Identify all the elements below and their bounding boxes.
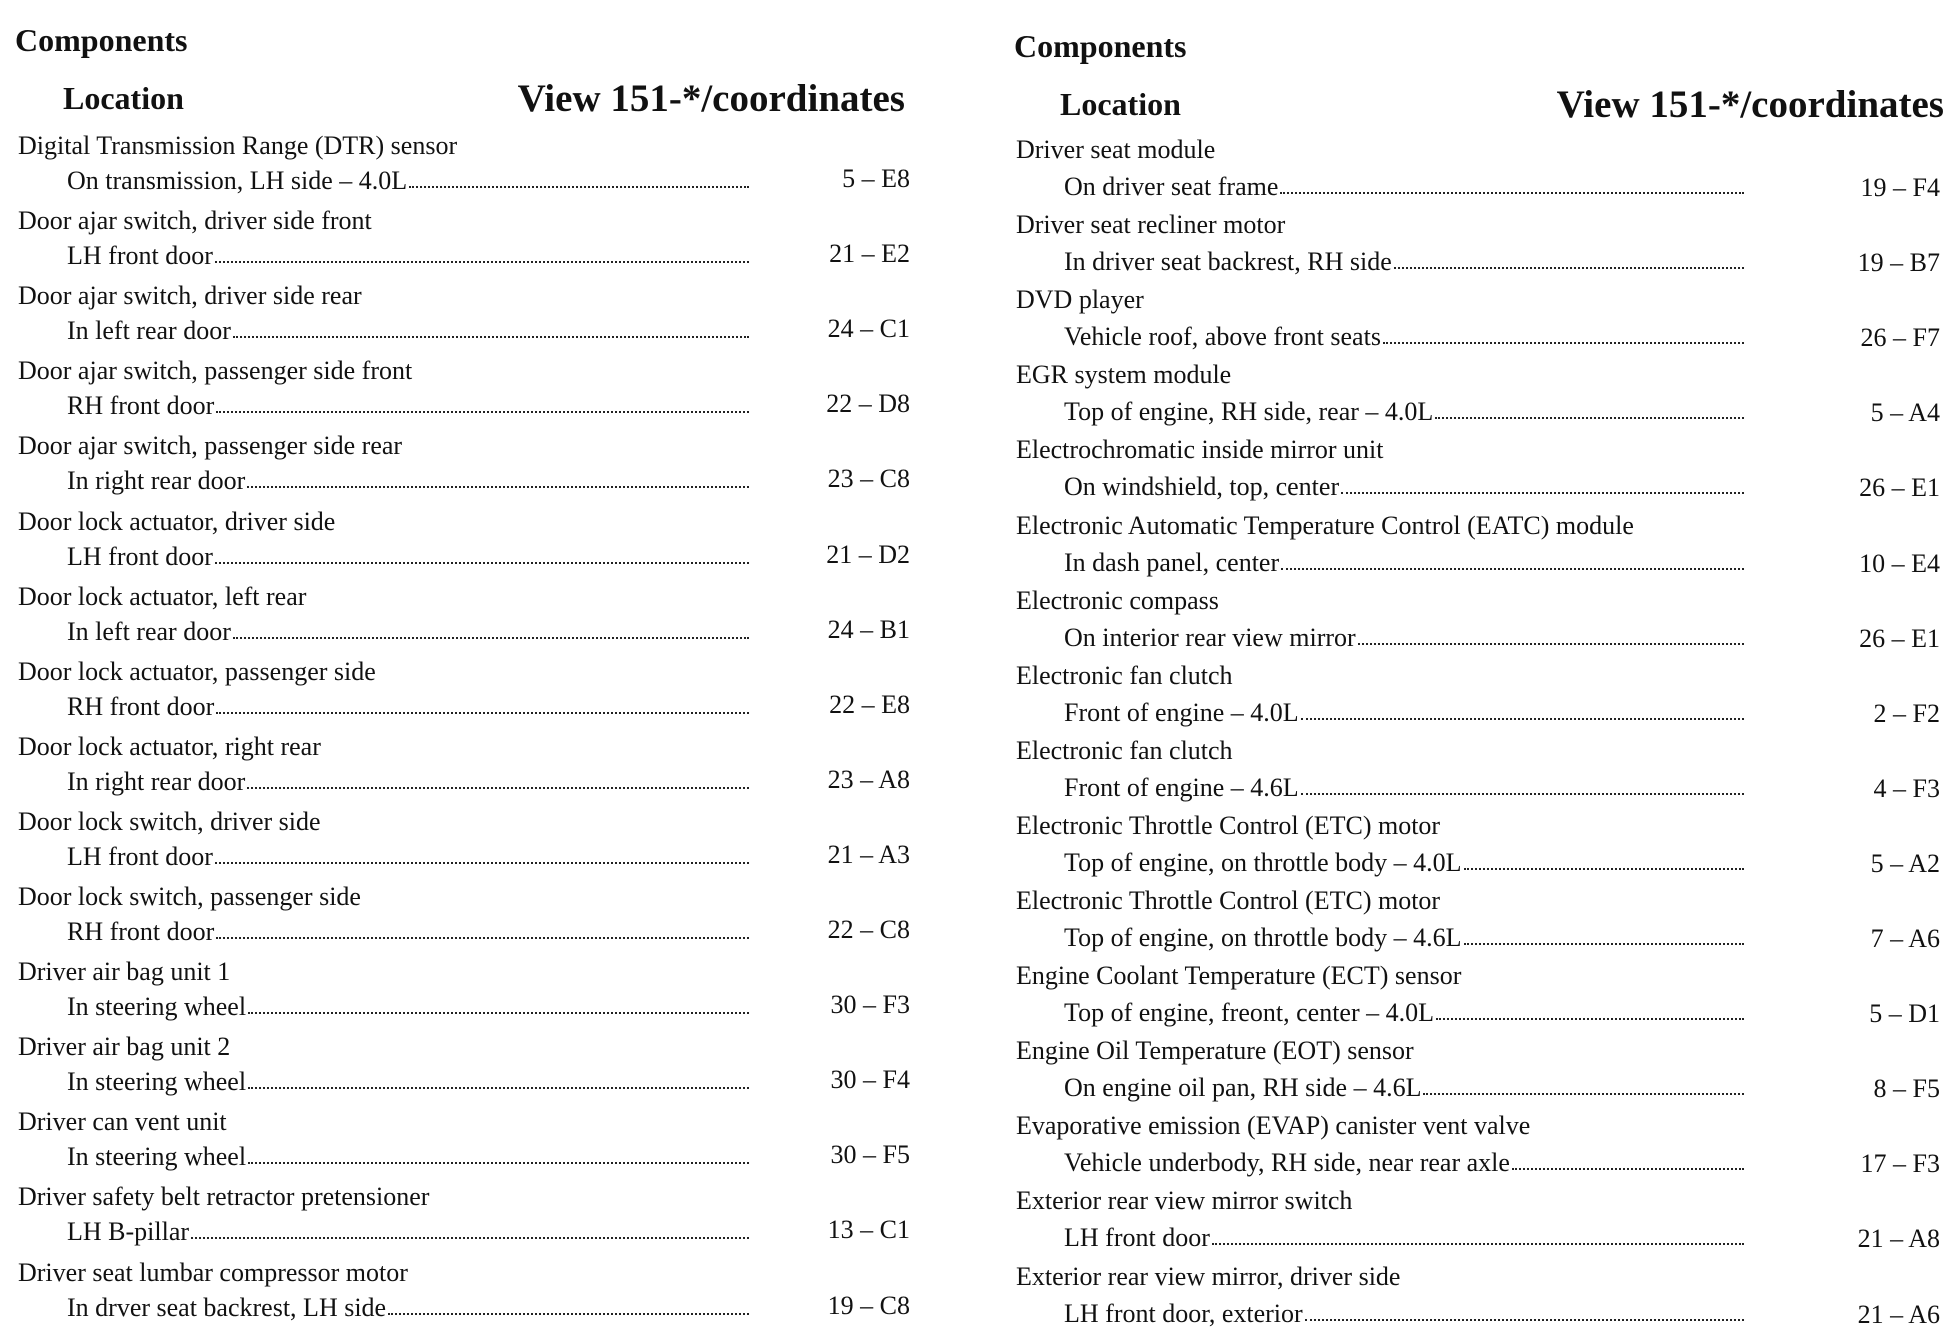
- location-line: [1064, 245, 1750, 277]
- view-coordinate: 4 – F3: [1873, 773, 1940, 803]
- location-line: [1064, 1221, 1750, 1253]
- component-location: Top of engine, on throttle body – 4.0L: [1064, 847, 1462, 877]
- component-entry: [1000, 1111, 1940, 1186]
- dot-leader: [233, 336, 749, 338]
- component-entry: [0, 1182, 930, 1257]
- dot-leader: [1435, 417, 1744, 419]
- dot-leader: [191, 1237, 749, 1239]
- component-entry: [1000, 810, 1940, 886]
- view-coordinate: 22 – D8: [826, 389, 910, 419]
- dot-leader: [409, 186, 749, 188]
- component-location: On windshield, top, center: [1064, 472, 1340, 502]
- view-coordinates-header: View 151-*/coordinates: [1556, 83, 1944, 126]
- component-name: Engine Coolant Temperature (ECT) sensor: [1016, 961, 1462, 991]
- dot-leader: [1423, 1093, 1744, 1095]
- view-coordinate: 21 – A8: [1857, 1224, 1940, 1254]
- dot-leader: [1436, 1018, 1744, 1020]
- component-location: In dash panel, center: [1064, 547, 1280, 577]
- component-name: Driver seat lumbar compressor motor: [18, 1257, 408, 1287]
- dot-leader: [1383, 342, 1744, 344]
- location-line: [67, 464, 755, 496]
- view-coordinate: 2 – F2: [1873, 698, 1940, 728]
- component-location: Vehicle underbody, RH side, near rear axle: [1064, 1148, 1510, 1178]
- location-line: [67, 1065, 755, 1097]
- component-name: Evaporative emission (EVAP) canister vent valve: [1016, 1111, 1531, 1141]
- view-coordinate: 10 – E4: [1859, 548, 1940, 578]
- location-header: Location: [1060, 86, 1181, 122]
- view-coordinate: 5 – E8: [842, 164, 910, 193]
- component-name: Driver can vent unit: [18, 1107, 227, 1137]
- location-line: [67, 915, 755, 947]
- component-name: Exterior rear view mirror switch: [1016, 1186, 1353, 1216]
- component-location: LH front door: [67, 241, 213, 271]
- component-name: Electronic fan clutch: [1016, 735, 1233, 765]
- location-line: [67, 540, 755, 572]
- component-entry: [0, 431, 930, 506]
- component-location: On driver seat frame: [1064, 172, 1279, 201]
- component-name: Electronic Throttle Control (ETC) motor: [1016, 810, 1441, 840]
- component-name: Door lock actuator, left rear: [18, 581, 307, 611]
- component-location: In steering wheel: [67, 1142, 247, 1172]
- dot-leader: [1512, 1168, 1744, 1170]
- component-name: Door lock actuator, passenger side: [18, 656, 376, 686]
- location-line: [1064, 1146, 1750, 1178]
- components-title: Components: [1014, 28, 1187, 64]
- component-entry: [1000, 660, 1940, 736]
- view-coordinates-header: View 151-*/coordinates: [517, 77, 905, 120]
- location-header: Location: [63, 80, 184, 116]
- component-location: In left rear door: [67, 616, 231, 646]
- component-entry: [0, 1107, 930, 1182]
- dot-leader: [247, 486, 749, 488]
- component-location: Front of engine – 4.0L: [1064, 697, 1299, 727]
- view-coordinate: 21 – A6: [1857, 1299, 1940, 1329]
- component-location: On engine oil pan, RH side – 4.6L: [1064, 1073, 1422, 1103]
- component-name: DVD player: [1016, 285, 1144, 315]
- location-line: [67, 314, 755, 346]
- component-location: Top of engine, RH side, rear – 4.0L: [1064, 397, 1434, 427]
- component-location: In drver seat backrest, LH side: [67, 1292, 387, 1322]
- location-line: [1064, 320, 1750, 352]
- dot-leader: [1281, 568, 1744, 570]
- location-line: [67, 765, 755, 797]
- location-line: [1064, 921, 1750, 953]
- view-coordinate: 26 – F7: [1860, 323, 1940, 353]
- component-name: Driver seat recliner motor: [1016, 210, 1286, 240]
- dot-leader: [1305, 1319, 1744, 1321]
- view-coordinate: 19 – F4: [1860, 173, 1940, 202]
- dot-leader: [1280, 192, 1744, 194]
- dot-leader: [216, 937, 749, 939]
- component-name: EGR system module: [1016, 360, 1232, 390]
- component-location: In steering wheel: [67, 992, 247, 1022]
- component-entry: [1000, 886, 1940, 961]
- location-line: [1064, 1297, 1750, 1329]
- dot-leader: [1394, 267, 1744, 269]
- component-entry: [0, 1032, 930, 1107]
- component-entry: [0, 582, 930, 657]
- dot-leader: [215, 562, 749, 564]
- location-line: [67, 1215, 755, 1247]
- component-entry: [0, 1258, 930, 1333]
- location-line: [1064, 1071, 1750, 1103]
- dot-leader: [215, 261, 749, 263]
- location-line: [67, 239, 755, 271]
- location-line: [1064, 621, 1750, 653]
- component-name: Door lock actuator, right rear: [18, 731, 321, 761]
- component-name: Electronic compass: [1016, 585, 1219, 615]
- view-coordinate: 21 – D2: [826, 539, 910, 569]
- view-coordinate: 19 – C8: [827, 1290, 910, 1320]
- dot-leader: [248, 1012, 749, 1014]
- component-entry: [0, 732, 930, 807]
- component-entry: [1000, 510, 1940, 586]
- component-entry: [1000, 735, 1940, 811]
- component-entry: [1000, 435, 1940, 510]
- view-coordinate: 19 – B7: [1857, 248, 1940, 278]
- dot-leader: [1358, 643, 1744, 645]
- dot-leader: [1464, 943, 1744, 945]
- component-entry: [1000, 1186, 1940, 1261]
- location-line: [67, 164, 755, 196]
- view-coordinate: 26 – E1: [1859, 623, 1940, 653]
- component-entry: [0, 957, 930, 1032]
- location-line: [67, 690, 755, 722]
- view-coordinate: 24 – B1: [827, 614, 910, 644]
- component-name: Driver air bag unit 1: [18, 957, 231, 987]
- component-name: Door lock switch, driver side: [18, 806, 321, 836]
- location-line: [67, 615, 755, 647]
- component-name: Electrochromatic inside mirror unit: [1016, 435, 1384, 465]
- component-entry: [1000, 285, 1940, 360]
- component-location: LH front door, exterior: [1064, 1298, 1303, 1328]
- dot-leader: [216, 712, 749, 714]
- location-line: [1064, 996, 1750, 1028]
- component-entry: [1000, 135, 1940, 210]
- component-location: In steering wheel: [67, 1067, 247, 1097]
- component-entry: [0, 356, 930, 431]
- component-location: On transmission, LH side – 4.0L: [67, 166, 408, 195]
- view-coordinate: 17 – F3: [1860, 1149, 1940, 1179]
- dot-leader: [388, 1313, 749, 1315]
- location-line: [67, 389, 755, 421]
- component-location: LH front door: [1064, 1223, 1210, 1253]
- location-line: [67, 1291, 755, 1323]
- dot-leader: [233, 637, 749, 639]
- view-coordinate: 24 – C1: [827, 314, 910, 344]
- dot-leader: [247, 787, 749, 789]
- component-name: Driver seat module: [1016, 135, 1216, 164]
- component-entry: [0, 206, 930, 281]
- dot-leader: [1301, 718, 1744, 720]
- component-location: In left rear door: [67, 316, 231, 346]
- dot-leader: [215, 862, 749, 864]
- component-location: In right rear door: [67, 766, 246, 796]
- component-location: Front of engine – 4.6L: [1064, 772, 1299, 802]
- component-name: Exterior rear view mirror, driver side: [1016, 1261, 1401, 1291]
- component-entry: [0, 131, 930, 206]
- location-line: [1064, 546, 1750, 578]
- view-coordinate: 7 – A6: [1870, 924, 1940, 953]
- view-coordinate: 5 – D1: [1869, 999, 1940, 1029]
- location-line: [1064, 696, 1750, 728]
- components-title: Components: [15, 22, 188, 58]
- dot-leader: [248, 1087, 749, 1089]
- location-line: [1064, 170, 1750, 202]
- view-coordinate: 5 – A2: [1870, 848, 1940, 878]
- view-coordinate: 26 – E1: [1859, 473, 1940, 503]
- component-name: Electronic Throttle Control (ETC) motor: [1016, 886, 1441, 915]
- component-entry: [0, 882, 930, 957]
- location-line: [1064, 846, 1750, 878]
- component-location: RH front door: [67, 917, 215, 946]
- component-location: In right rear door: [67, 466, 246, 496]
- location-line: [67, 840, 755, 872]
- component-location: Top of engine, freont, center – 4.0L: [1064, 998, 1434, 1028]
- view-coordinate: 5 – A4: [1870, 398, 1940, 428]
- view-coordinate: 13 – C1: [827, 1215, 910, 1245]
- component-name: Electronic fan clutch: [1016, 660, 1233, 690]
- component-location: In driver seat backrest, RH side: [1064, 247, 1392, 277]
- view-coordinate: 30 – F3: [830, 990, 910, 1020]
- component-location: RH front door: [67, 691, 215, 721]
- component-entry: [0, 807, 930, 882]
- component-entry: [0, 657, 930, 732]
- dot-leader: [1212, 1243, 1744, 1245]
- view-coordinate: 21 – E2: [829, 239, 910, 269]
- component-name: Engine Oil Temperature (EOT) sensor: [1016, 1036, 1414, 1066]
- view-coordinate: 30 – F5: [830, 1140, 910, 1170]
- component-location: LH B-pillar: [67, 1217, 190, 1247]
- component-name: Electronic Automatic Temperature Control (EATC) module: [1016, 510, 1634, 540]
- component-location: LH front door: [67, 541, 213, 571]
- component-name: Door ajar switch, passenger side front: [18, 356, 413, 386]
- dot-leader: [248, 1162, 749, 1164]
- component-location: Top of engine, on throttle body – 4.6L: [1064, 923, 1462, 952]
- component-entry: [1000, 210, 1940, 285]
- view-coordinate: 23 – C8: [827, 464, 910, 494]
- component-entry: [1000, 1261, 1940, 1337]
- dot-leader: [1341, 492, 1744, 494]
- view-coordinate: 30 – F4: [830, 1065, 910, 1095]
- component-name: Door lock actuator, driver side: [18, 506, 336, 536]
- component-name: Digital Transmission Range (DTR) sensor: [18, 131, 458, 160]
- component-name: Driver safety belt retractor pretensioner: [18, 1182, 430, 1212]
- component-name: Door ajar switch, driver side rear: [18, 281, 362, 311]
- view-coordinate: 23 – A8: [827, 764, 910, 794]
- component-name: Driver air bag unit 2: [18, 1032, 231, 1062]
- dot-leader: [1301, 793, 1744, 795]
- component-location: On interior rear view mirror: [1064, 622, 1356, 652]
- view-coordinate: 8 – F5: [1873, 1074, 1940, 1104]
- component-location: Vehicle roof, above front seats: [1064, 322, 1381, 352]
- component-entry: [1000, 585, 1940, 661]
- component-location: RH front door: [67, 391, 215, 421]
- view-coordinate: 21 – A3: [827, 839, 910, 869]
- location-line: [1064, 395, 1750, 427]
- view-coordinate: 22 – E8: [829, 689, 910, 719]
- component-location: LH front door: [67, 841, 213, 871]
- component-name: Door ajar switch, driver side front: [18, 206, 372, 236]
- location-line: [67, 990, 755, 1022]
- component-name: Door lock switch, passenger side: [18, 882, 361, 911]
- component-name: Door ajar switch, passenger side rear: [18, 431, 403, 461]
- component-entry: [0, 507, 930, 582]
- component-entry: [0, 281, 930, 356]
- component-entry: [1000, 961, 1940, 1036]
- component-entry: [1000, 360, 1940, 435]
- component-entry: [1000, 1036, 1940, 1111]
- location-line: [67, 1140, 755, 1172]
- dot-leader: [216, 411, 749, 413]
- location-line: [1064, 470, 1750, 502]
- dot-leader: [1464, 868, 1744, 870]
- location-line: [1064, 771, 1750, 803]
- view-coordinate: 22 – C8: [827, 915, 910, 944]
